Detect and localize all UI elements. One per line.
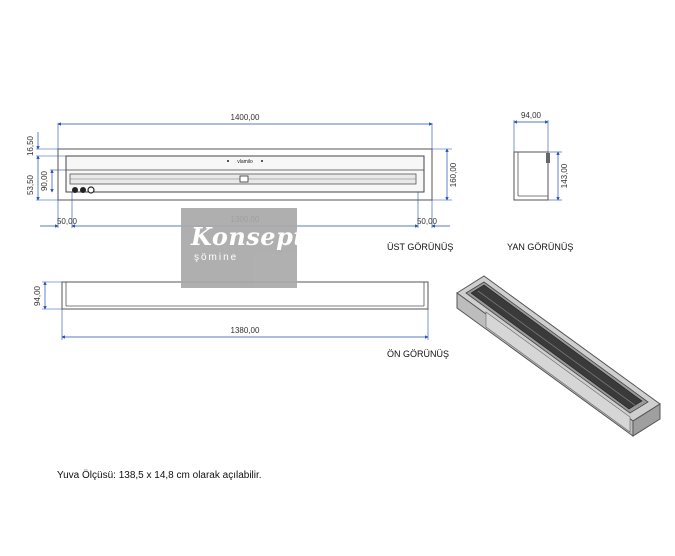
control-knob-3 xyxy=(88,187,94,193)
iso-burner xyxy=(471,285,642,409)
brand-mark: vlamilo xyxy=(237,159,253,165)
front-view xyxy=(33,282,449,359)
side-view-body xyxy=(514,152,548,200)
side-view xyxy=(507,111,573,252)
dim-overall-width: 1400,00 xyxy=(230,113,260,122)
top-view-label: ÜST GÖRÜNÜŞ xyxy=(387,242,454,252)
dim-side-height: 143,00 xyxy=(560,163,569,189)
dim-left-margin: 50,00 xyxy=(56,217,78,226)
dim-front-width: 1380,00 xyxy=(230,326,260,335)
front-view-label: ÖN GÖRÜNÜŞ xyxy=(387,349,450,359)
side-view-label: YAN GÖRÜNÜŞ xyxy=(507,242,574,252)
control-knob-2 xyxy=(80,187,86,193)
logo-subtitle: şömine xyxy=(194,252,239,263)
control-knob-1 xyxy=(72,187,78,193)
dim-side-width: 94,00 xyxy=(520,111,542,120)
centre-latch xyxy=(240,176,248,182)
dim-total-height: 160,00 xyxy=(449,162,458,188)
konsept-logo xyxy=(181,208,305,288)
dim-front-height: 94,00 xyxy=(33,285,42,307)
dim-height-top: 16,50 xyxy=(26,135,35,157)
logo-name: Konsept xyxy=(191,222,305,251)
opening-size-note: Yuva Ölçüsü: 138,5 x 14,8 cm olarak açılabilir. xyxy=(57,470,262,481)
dim-height-mid: 90,00 xyxy=(40,170,49,192)
isometric-view xyxy=(457,276,660,436)
dim-right-margin: 50,00 xyxy=(416,217,438,226)
side-view-flange xyxy=(546,153,550,163)
dim-height-bottom: 53,50 xyxy=(26,174,35,196)
